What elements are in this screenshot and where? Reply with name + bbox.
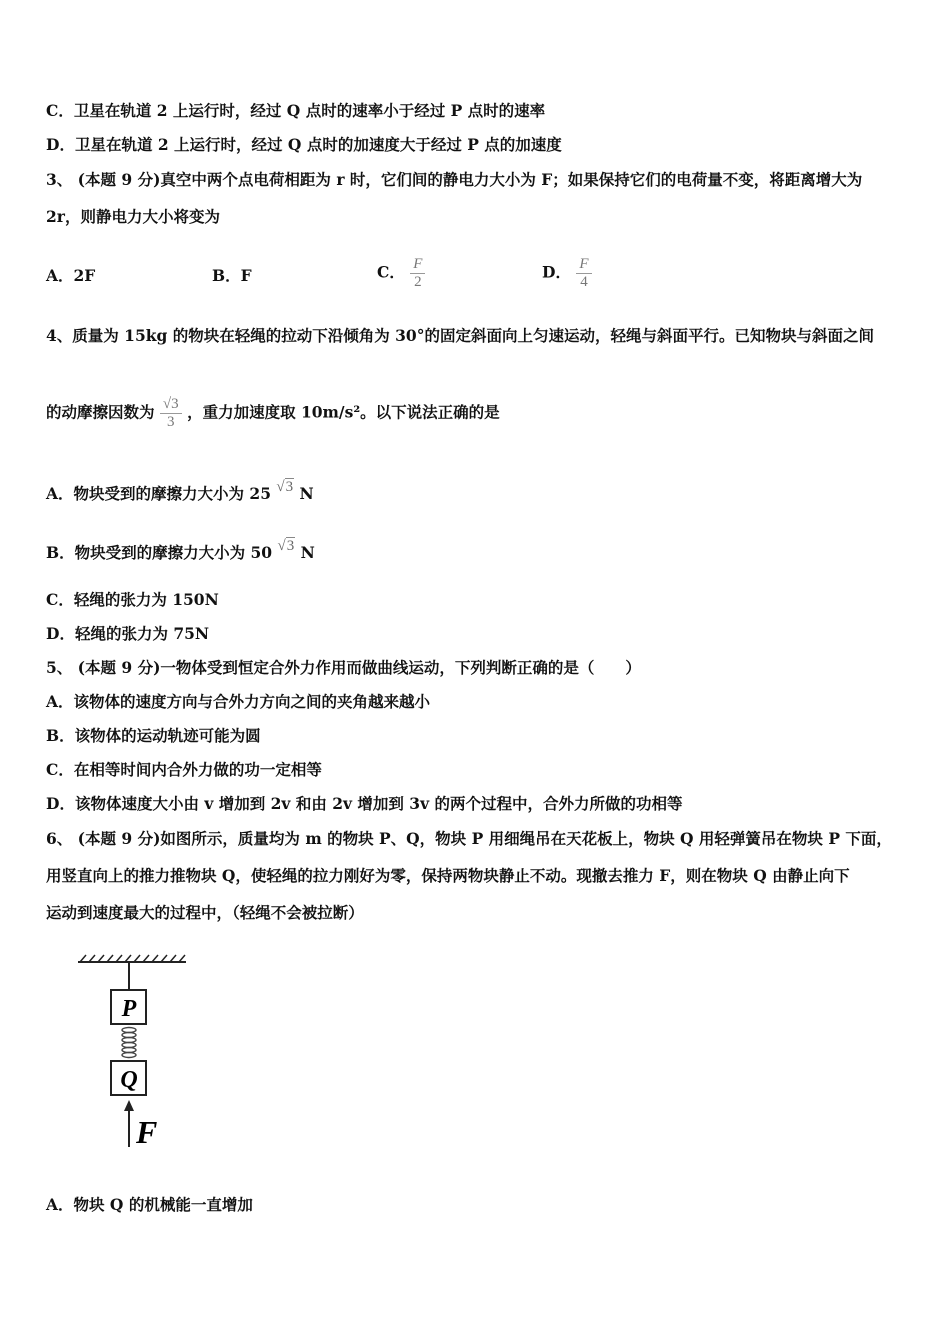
q4-option-d: D．轻绳的张力为 75N bbox=[46, 624, 210, 643]
block-q-label: Q bbox=[120, 1067, 138, 1093]
unit: N bbox=[300, 543, 315, 562]
q5-option-c: C．在相等时间内合外力做的功一定相等 bbox=[46, 760, 322, 779]
q4-line-2 bbox=[46, 396, 500, 431]
q3-option-b: B．F bbox=[212, 266, 252, 285]
q4-option-c: C．轻绳的张力为 150N bbox=[46, 590, 219, 609]
q5-option-a: A．该物体的速度方向与合外力方向之间的夹角越来越小 bbox=[46, 692, 431, 711]
ceiling-hatch bbox=[80, 955, 185, 962]
fraction-f-over-4 bbox=[576, 256, 591, 291]
sqrt-3: √3 bbox=[276, 479, 294, 495]
q6-line-1: 6、 (本题 9 分)如图所示，质量均为 m 的物块 P、Q，物块 P 用细绳吊在天花板上，物块 Q 用轻弹簧吊在物块 P 下面， bbox=[46, 829, 892, 848]
fraction-f-over-2 bbox=[410, 256, 425, 291]
q4-line-1: 4、质量为 15kg 的物块在轻绳的拉动下沿倾角为 30°的固定斜面向上匀速运动，轻绳与斜面平行。已知物块与斜面之间 bbox=[46, 326, 874, 345]
fraction-den: 4 bbox=[580, 274, 588, 290]
spring bbox=[122, 1028, 136, 1058]
fraction-sqrt3-over-3 bbox=[160, 396, 182, 431]
q6-option-a: A．物块 Q 的机械能一直增加 bbox=[46, 1195, 253, 1214]
q5-option-b: B．该物体的运动轨迹可能为圆 bbox=[46, 726, 261, 745]
fraction-num: F bbox=[579, 256, 589, 272]
block-p-label: P bbox=[121, 996, 137, 1022]
sqrt-3: √3 bbox=[277, 538, 295, 554]
q4-option-b-text: B．物块受到的摩擦力大小为 50 bbox=[46, 543, 273, 562]
fraction-den: 2 bbox=[414, 274, 422, 290]
q4-line-2a: 的动摩擦因数为 bbox=[46, 402, 155, 422]
option-d-prev: D．卫星在轨道 2 上运行时，经过 Q 点时的加速度大于经过 P 点的加速度 bbox=[46, 135, 562, 154]
q5-stem: 5、 (本题 9 分)一物体受到恒定合外力作用而做曲线运动，下列判断正确的是（ ） bbox=[46, 658, 641, 677]
spring-blocks-figure bbox=[70, 950, 200, 1155]
option-c-prev: C．卫星在轨道 2 上运行时，经过 Q 点时的速率小于经过 P 点时的速率 bbox=[46, 101, 546, 120]
fraction-num: F bbox=[413, 256, 423, 272]
q4-option-a-text: A．物块受到的摩擦力大小为 25 bbox=[46, 484, 271, 503]
q3-line-2: 2r，则静电力大小将变为 bbox=[46, 207, 220, 226]
q3-option-a: A．2F bbox=[46, 266, 96, 285]
unit: N bbox=[299, 484, 314, 503]
q6-line-3: 运动到速度最大的过程中，（轻绳不会被拉断） bbox=[46, 903, 364, 922]
q3-option-c bbox=[377, 256, 425, 291]
q3-option-d-label: D． bbox=[542, 262, 571, 282]
q3-line-1: 3、 (本题 9 分)真空中两个点电荷相距为 r 时，它们间的静电力大小为 F；如果保持它们的电荷量不变，将距离增大为 bbox=[46, 170, 863, 189]
q3-option-c-label: C． bbox=[377, 262, 405, 282]
q3-option-d bbox=[542, 256, 592, 291]
q4-option-a bbox=[46, 479, 314, 505]
fraction-den: 3 bbox=[167, 414, 175, 430]
q6-line-2: 用竖直向上的推力推物块 Q，使轻绳的拉力刚好为零，保持两物块静止不动。现撤去推力 F，则在物块 Q 由静止向下 bbox=[46, 866, 850, 885]
q5-option-d: D．该物体速度大小由 v 增加到 2v 和由 2v 增加到 3v 的两个过程中，合外力所做的功相等 bbox=[46, 794, 683, 813]
force-arrow-head bbox=[124, 1100, 134, 1111]
fraction-num: √3 bbox=[162, 396, 179, 412]
q4-option-b bbox=[46, 538, 315, 564]
q4-line-2b: ，重力加速度取 10m/s²。以下说法正确的是 bbox=[187, 402, 500, 422]
force-label: F bbox=[136, 1114, 158, 1150]
